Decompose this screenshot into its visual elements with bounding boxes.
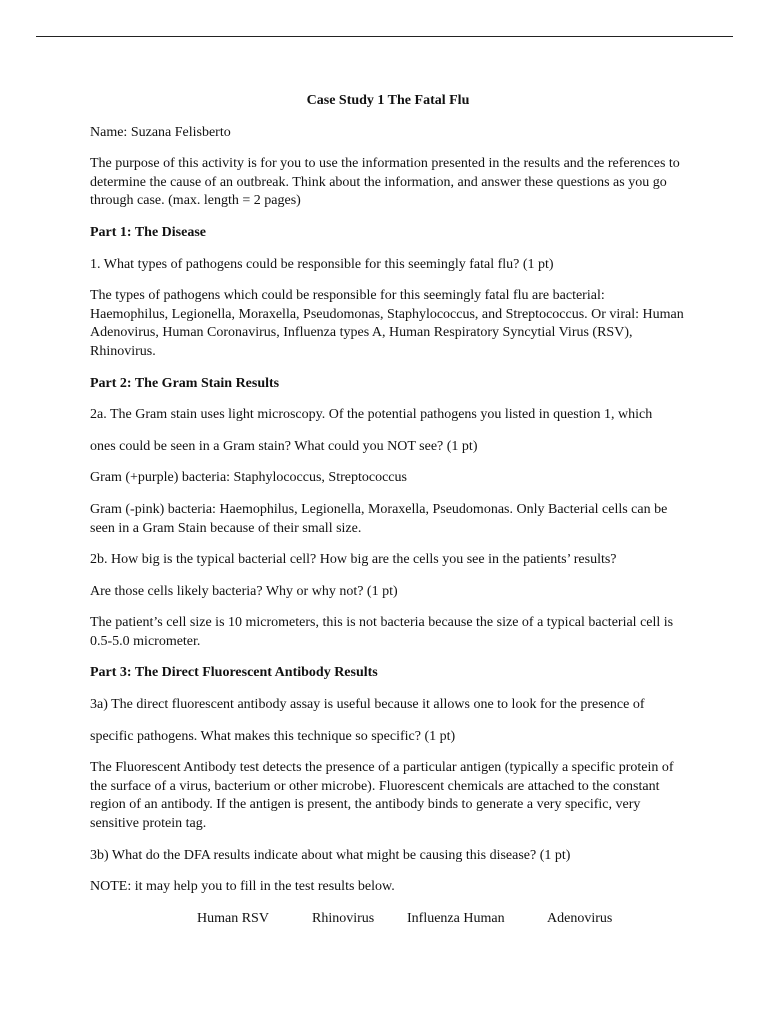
question-3a-line2: specific pathogens. What makes this technique so specific? (1 pt) <box>90 728 456 744</box>
results-table-header <box>197 910 686 929</box>
part2-heading: Part 2: The Gram Stain Results <box>90 375 280 391</box>
answer-2b: The patient’s cell size is 10 micrometers, this is not bacteria because the size of a typical bacterial cell is 0.5-5.0 micrometer. <box>90 615 674 649</box>
table-header-influenza-human: Influenza Human <box>407 910 505 926</box>
header-rule <box>36 36 733 37</box>
question-2b-line2: Are those cells likely bacteria? Why or why not? (1 pt) <box>90 583 398 599</box>
question-3b: 3b) What do the DFA results indicate about what might be causing this disease? (1 pt) <box>90 847 571 863</box>
answer-2a-gram-negative: Gram (-pink) bacteria: Haemophilus, Legionella, Moraxella, Pseudomonas. Only Bacterial cells can be seen in a Gram Stain because of their small size. <box>90 501 668 536</box>
part1-heading: Part 1: The Disease <box>90 224 206 240</box>
document-page <box>90 92 686 928</box>
answer-1: The types of pathogens which could be responsible for this seemingly fatal flu are bacterial: Haemophilus, Legionella, Moraxella, Pseudomonas, Staphylococcus, and Streptococcus. Or viral: Human Adenovirus, Human Coronavirus, Influenza types A, Human Respiratory Syncytial Virus (RSV), Rhinovirus. <box>90 288 684 359</box>
table-header-rhinovirus: Rhinovirus <box>312 910 375 926</box>
question-3a-line1: 3a) The direct fluorescent antibody assay is useful because it allows one to look for the presence of <box>90 697 645 713</box>
question-2a-line1: 2a. The Gram stain uses light microscopy. Of the potential pathogens you listed in question 1, which <box>90 407 653 423</box>
intro-paragraph: The purpose of this activity is for you to use the information presented in the results and the references to determine the cause of an outbreak. Think about the information, and answer these questions as you go through case. (max. length = 2 pages) <box>90 156 680 209</box>
answer-2a-gram-positive: Gram (+purple) bacteria: Staphylococcus, Streptococcus <box>90 470 407 486</box>
table-header-human-rsv: Human RSV <box>197 910 269 926</box>
table-header-adenovirus: Adenovirus <box>547 910 613 926</box>
question-2b-line1: 2b. How big is the typical bacterial cell? How big are the cells you see in the patients’ results? <box>90 552 617 568</box>
document-title: Case Study 1 The Fatal Flu <box>306 93 470 108</box>
question-2a-line2: ones could be seen in a Gram stain? What could you NOT see? (1 pt) <box>90 438 478 454</box>
question-1: 1. What types of pathogens could be responsible for this seemingly fatal flu? (1 pt) <box>90 256 554 272</box>
note-line: NOTE: it may help you to fill in the test results below. <box>90 879 395 895</box>
part3-heading: Part 3: The Direct Fluorescent Antibody Results <box>90 665 378 681</box>
answer-3a: The Fluorescent Antibody test detects the presence of a particular antigen (typically a specific protein of the surface of a virus, bacterium or other microbe). Fluorescent chemicals are attached to the constant region of an antibody. If the antigen is present, the antibody binds to generate a very specific, very sensitive protein tag. <box>90 760 674 832</box>
name-line: Name: Suzana Felisberto <box>90 124 231 140</box>
